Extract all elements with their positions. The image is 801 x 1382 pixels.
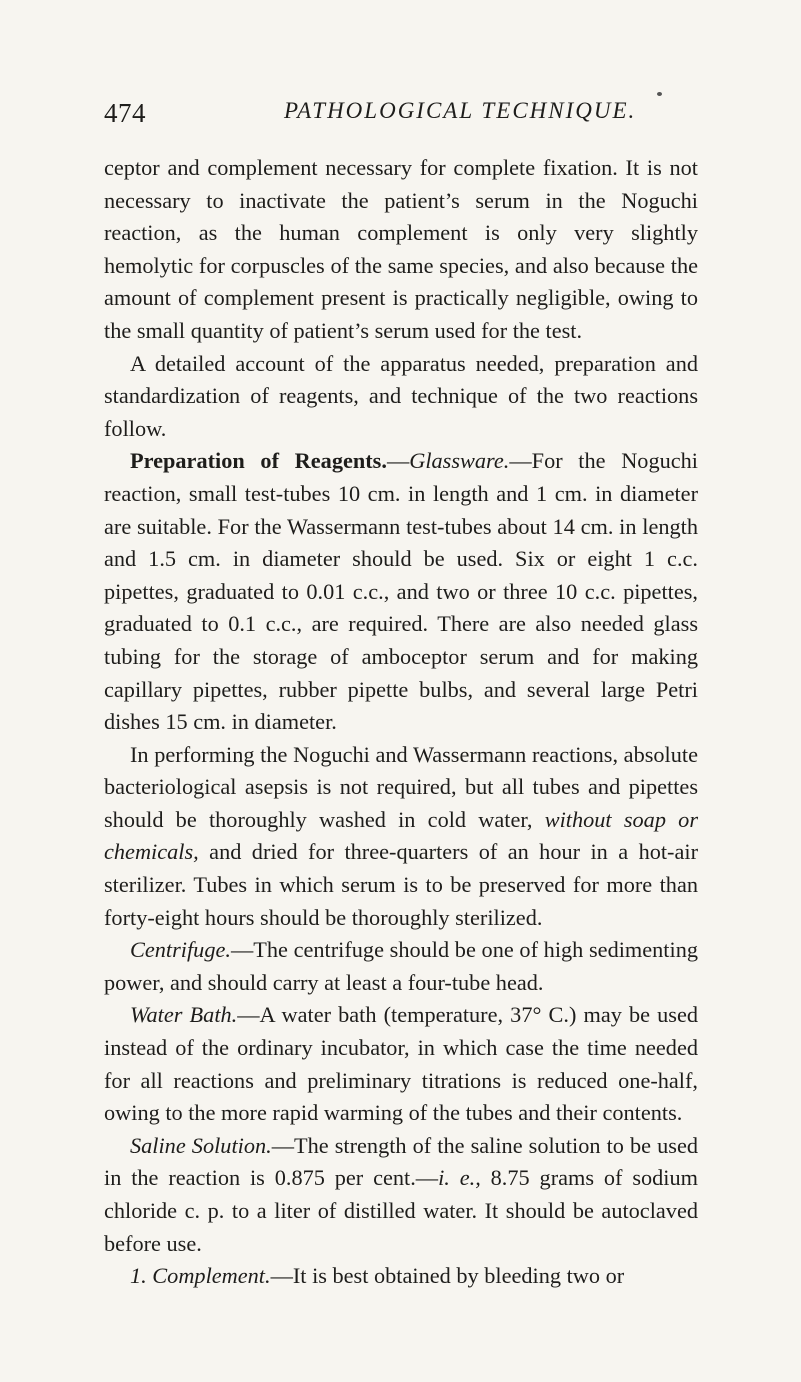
paragraph-saline — [104, 1130, 698, 1260]
paragraph-text: and dried for three-quarters of an hour in a hot-air sterilizer. Tubes in which serum is to be preserved for more than forty-eight hours should be thoroughly sterilized. — [104, 839, 698, 930]
paragraph-centrifuge — [104, 934, 698, 999]
paragraph-complement — [104, 1260, 698, 1293]
subsection-heading: Centrifuge. — [130, 937, 231, 963]
running-head: PATHOLOGICAL TECHNIQUE. — [284, 98, 637, 123]
paragraph-text: ceptor and complement necessary for complete fixation. It is not necessary to inactivate the patient’s serum in the Noguchi reaction, as the human complement is only very slightly hemolytic for corpuscles of the same species, and also because the amount of complement present is practically negligible, owing to the small quantity of patient’s serum used for the test. — [104, 155, 698, 343]
paragraph-continuation — [104, 152, 698, 348]
subsection-heading: Saline Solution. — [130, 1132, 272, 1158]
paragraph-text: For the Noguchi reaction, small test-tubes 10 cm. in length and 1 cm. in diameter are suitable. For the Wassermann test-tubes about 14 cm. in length and 1.5 cm. in diameter should be used. Six or eight 1 c.c. pipettes, graduated to 0.01 c.c., and two or three 10 c.c. pipettes, graduated to 0.1 c.c., are required. There are also needed glass tubing for the storage of amboceptor serum and for making capillary pipettes, rubber pipette bulbs, and several large Petri dishes 15 cm. in diameter. — [104, 448, 698, 735]
ink-speck — [657, 92, 662, 96]
dash: — — [386, 448, 410, 474]
paragraph-apparatus — [104, 348, 698, 446]
paragraph-text: —The centrifuge should be one of high sedimenting power, and should carry at least a four-tube head. — [104, 937, 698, 995]
page-number: 474 — [104, 98, 146, 128]
page-header — [104, 98, 724, 138]
paragraph-glassware — [104, 445, 698, 738]
subsection-heading: Glassware. — [409, 448, 510, 474]
subsection-heading: Water Bath. — [130, 1002, 238, 1028]
paragraph-water-bath — [104, 999, 698, 1129]
paragraph-asepsis — [104, 739, 698, 935]
emphasis: without soap or chemicals, — [104, 806, 699, 865]
subsection-heading: 1. Complement. — [130, 1263, 271, 1289]
paragraph-text: —It is best obtained by bleeding two or — [270, 1263, 625, 1289]
paragraph-text: In performing the Noguchi and Wassermann reactions, absolute bacteriological asepsis is not required, but all tubes and pipettes should be thoroughly washed in cold water, — [104, 741, 698, 832]
dash: — — [509, 448, 532, 474]
paragraph-text: A detailed account of the apparatus needed, preparation and standardization of reagents, and technique of the two reactions follow. — [104, 350, 698, 441]
section-heading: Preparation of Reagents. — [130, 448, 387, 474]
paragraph-text: —The strength of the saline solution to be used in the reaction is 0.875 per cent.— — [104, 1132, 698, 1191]
emphasis: i. e., — [438, 1165, 481, 1191]
body-text — [104, 152, 698, 1293]
paragraph-text: —A water bath (temperature, 37° C.) may be used instead of the ordinary incubator, in which case the time needed for all reactions and preliminary titrations is reduced one-half, owing to the more rapid warming of the tubes and their contents. — [104, 1002, 698, 1126]
paragraph-text: 8.75 grams of sodium chloride c. p. to a liter of distilled water. It should be autoclaved before use. — [104, 1165, 698, 1256]
